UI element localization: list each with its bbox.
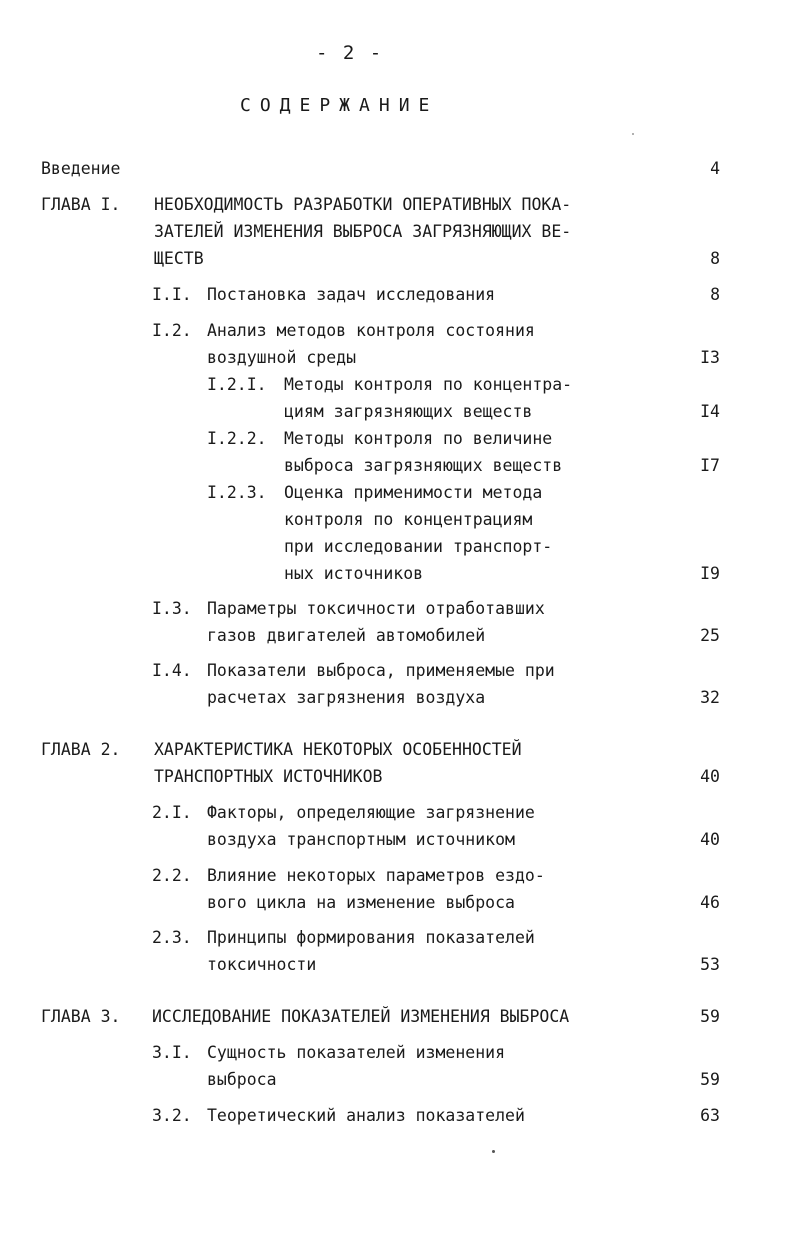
toc-intro-page: 4 [710,159,720,178]
section-1-3-title-line: Параметры токсичности отработавших [207,599,545,618]
scan-speck [632,133,634,135]
chapter-1-title-line: ЗАТЕЛЕЙ ИЗМЕНЕНИЯ ВЫБРОСА ЗАГРЯЗНЯЮЩИХ ВЕ- [154,222,572,241]
chapter-1-title-line: НЕОБХОДИМОСТЬ РАЗРАБОТКИ ОПЕРАТИВНЫХ ПОКА- [154,195,572,214]
section-1-3-title-line: газов двигателей автомобилей [207,626,486,645]
section-3-2-title: Теоретический анализ показателей [207,1106,525,1125]
section-1-2-2-page: I7 [700,456,720,475]
section-2-1-number: 2.I. [152,803,192,822]
section-1-2-2-number: I.2.2. [207,429,267,448]
chapter-1-title-line: ЩЕСТВ [154,249,204,268]
section-1-2-3-title-line: ных источников [284,564,424,583]
section-2-3-title-line: токсичности [207,955,317,974]
toc-intro-label: Введение [41,159,121,178]
section-1-2-1-page: I4 [700,402,720,421]
chapter-1-label: ГЛАВА I. [41,195,121,214]
chapter-2-page: 40 [700,767,720,786]
section-1-2-1-title-line: Методы контроля по концентра- [284,375,573,394]
section-1-1-title: Постановка задач исследования [207,285,496,304]
section-1-2-1-title-line: циям загрязняющих веществ [284,402,533,421]
section-1-4-number: I.4. [152,661,192,680]
section-1-4-title-line: Показатели выброса, применяемые при [207,661,555,680]
chapter-3-title-line: ИССЛЕДОВАНИЕ ПОКАЗАТЕЛЕЙ ИЗМЕНЕНИЯ ВЫБРОСА [152,1007,570,1026]
section-1-2-3-number: I.2.3. [207,483,267,502]
section-3-2-number: 3.2. [152,1106,192,1125]
section-1-2-title-line: Анализ методов контроля состояния [207,321,535,340]
scan-speck [492,1150,495,1153]
section-1-2-3-page: I9 [700,564,720,583]
section-2-2-title-line: Влияние некоторых параметров ездо- [207,866,545,885]
section-2-2-title-line: вого цикла на изменение выброса [207,893,515,912]
section-1-4-page: 32 [700,688,720,707]
section-2-1-title-line: воздуха транспортным источником [207,830,515,849]
section-1-4-title-line: расчетах загрязнения воздуха [207,688,486,707]
section-3-2-page: 63 [700,1106,720,1125]
section-1-1-page: 8 [710,285,720,304]
section-1-2-title-line: воздушной среды [207,348,357,367]
section-1-2-3-title-line: Оценка применимости метода [284,483,543,502]
section-2-2-page: 46 [700,893,720,912]
section-2-3-number: 2.3. [152,928,192,947]
chapter-2-title-line: ТРАНСПОРТНЫХ ИСТОЧНИКОВ [154,767,383,786]
section-2-1-page: 40 [700,830,720,849]
section-1-3-page: 25 [700,626,720,645]
section-3-1-page: 59 [700,1070,720,1089]
section-1-2-page: I3 [700,348,720,367]
section-1-1-number: I.I. [152,285,192,304]
page-title: СОДЕРЖАНИЕ [240,95,439,116]
section-2-3-title-line: Принципы формирования показателей [207,928,535,947]
section-1-2-2-title-line: Методы контроля по величине [284,429,553,448]
page-number: - 2 - [316,42,384,64]
chapter-2-label: ГЛАВА 2. [41,740,121,759]
section-2-3-page: 53 [700,955,720,974]
section-1-2-number: I.2. [152,321,192,340]
section-1-2-1-number: I.2.I. [207,375,267,394]
section-1-2-2-title-line: выброса загрязняющих веществ [284,456,563,475]
section-1-2-3-title-line: контроля по концентрациям [284,510,533,529]
section-1-3-number: I.3. [152,599,192,618]
chapter-2-title-line: ХАРАКТЕРИСТИКА НЕКОТОРЫХ ОСОБЕННОСТЕЙ [154,740,522,759]
section-3-1-title-line: выброса [207,1070,277,1089]
chapter-3-page: 59 [700,1007,720,1026]
section-3-1-title-line: Сущность показателей изменения [207,1043,506,1062]
section-2-2-number: 2.2. [152,866,192,885]
section-1-2-3-title-line: при исследовании транспорт- [284,537,553,556]
chapter-1-page: 8 [710,249,720,268]
section-2-1-title-line: Факторы, определяющие загрязнение [207,803,535,822]
section-3-1-number: 3.I. [152,1043,192,1062]
chapter-3-label: ГЛАВА 3. [41,1007,121,1026]
